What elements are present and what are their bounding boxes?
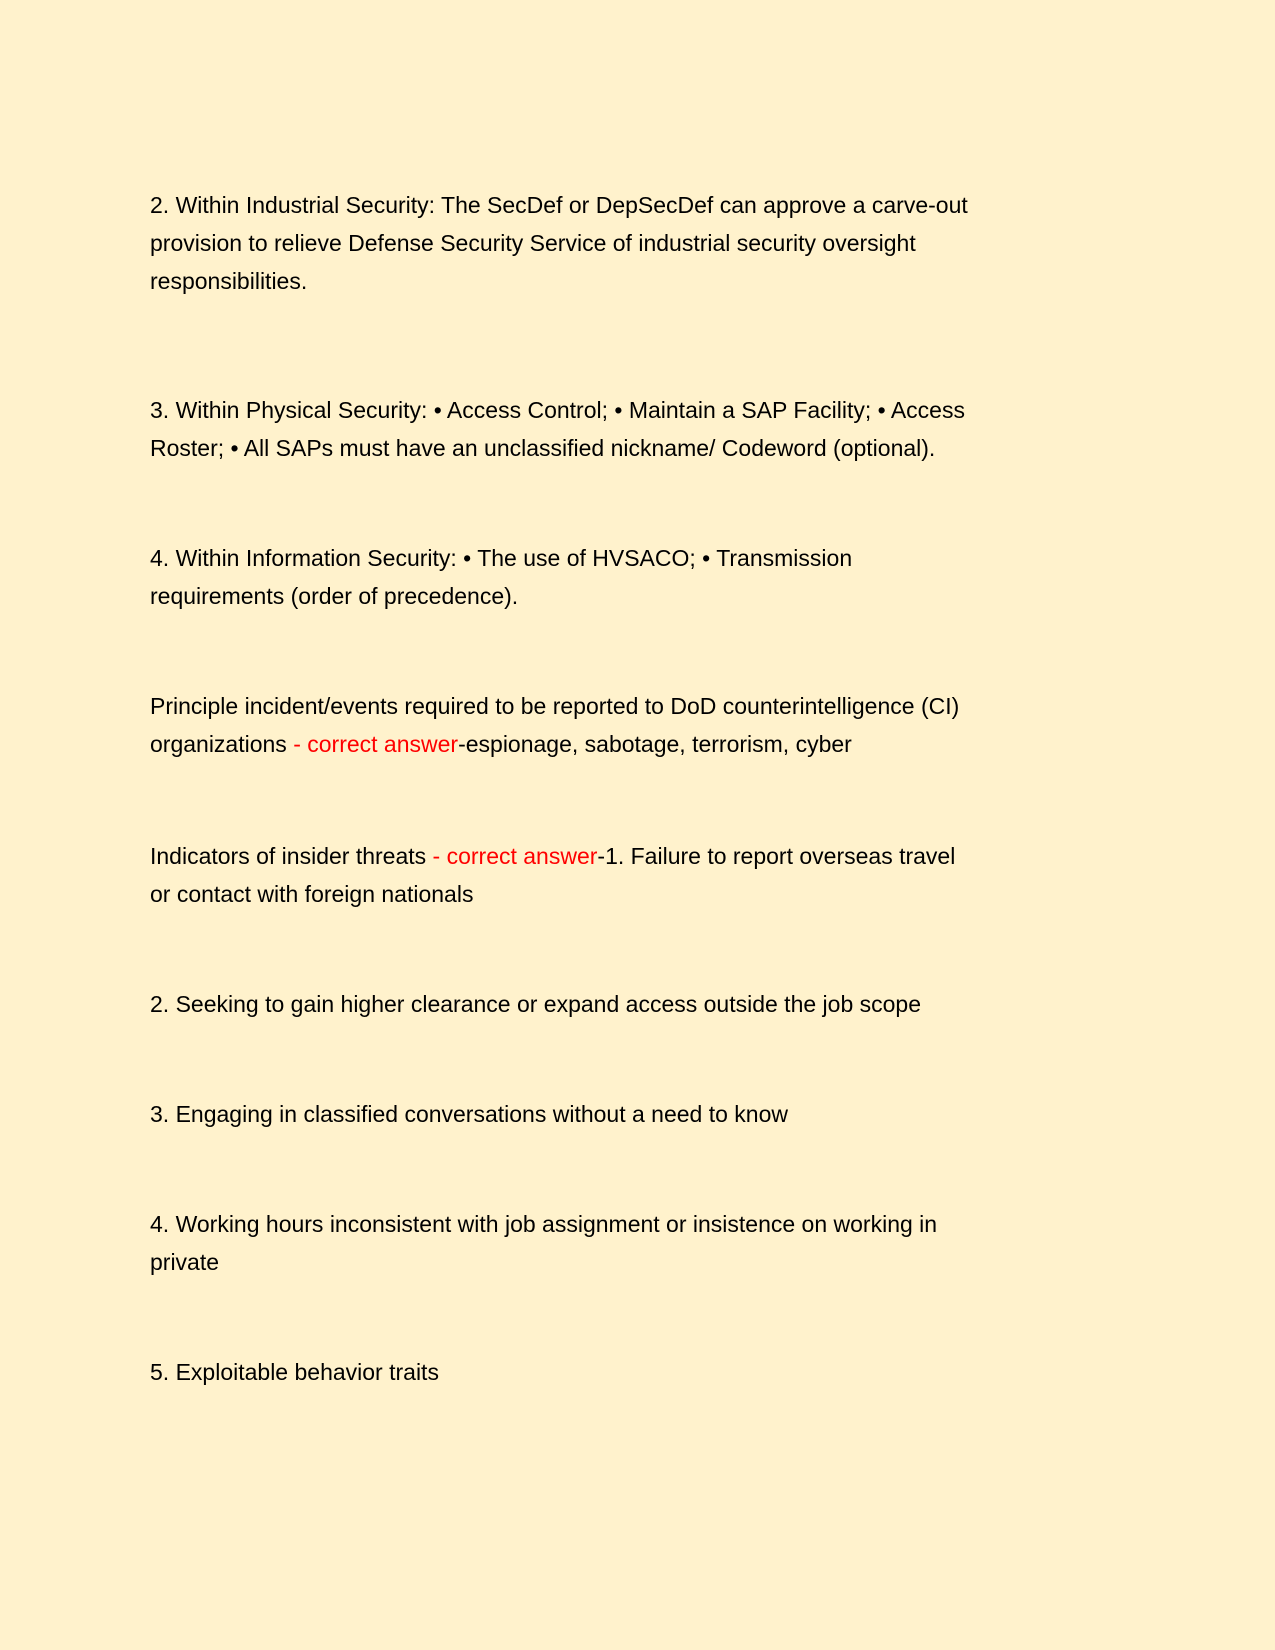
text-line: 2. Within Industrial Security: The SecDef or DepSecDef can approve a carve-out <box>150 192 968 218</box>
text-line <box>150 837 955 875</box>
correct-answer-marker: - correct answer <box>432 843 598 869</box>
text-line: requirements (order of precedence). <box>150 583 519 609</box>
text-line <box>150 725 959 763</box>
text-line: Principle incident/events required to be reported to DoD counterintelligence (CI) <box>150 693 960 719</box>
text-line: 2. Seeking to gain higher clearance or expand access outside the job scope <box>150 991 922 1017</box>
paragraph-item-4 <box>150 1205 937 1281</box>
question-end: organizations <box>150 731 294 757</box>
answer-text: -1. Failure to report overseas travel <box>597 843 956 869</box>
text-line: 4. Working hours inconsistent with job assignment or insistence on working in <box>150 1211 938 1237</box>
paragraph-item-3 <box>150 1095 788 1133</box>
correct-answer-marker: - correct answer <box>293 731 459 757</box>
text-line: or contact with foreign nationals <box>150 881 474 907</box>
text-line: Roster; • All SAPs must have an unclassified nickname/ Codeword (optional). <box>150 435 936 461</box>
text-line: 4. Within Information Security: • The use of HVSACO; • Transmission <box>150 545 853 571</box>
text-line: provision to relieve Defense Security Service of industrial security oversight <box>150 230 916 256</box>
text-line: private <box>150 1249 220 1275</box>
text-line: 3. Engaging in classified conversations without a need to know <box>150 1101 789 1127</box>
text-line: 5. Exploitable behavior traits <box>150 1359 439 1385</box>
text-line: 3. Within Physical Security: • Access Control; • Maintain a SAP Facility; • Access <box>150 397 965 423</box>
paragraph-physical-security <box>150 391 965 467</box>
question-text: Indicators of insider threats <box>150 843 433 869</box>
paragraph-information-security <box>150 539 852 615</box>
answer-text: -espionage, sabotage, terrorism, cyber <box>458 731 852 757</box>
paragraph-item-2 <box>150 985 921 1023</box>
paragraph-item-5 <box>150 1353 439 1391</box>
paragraph-industrial-security <box>150 186 968 300</box>
paragraph-ci-reporting <box>150 687 959 763</box>
paragraph-insider-threats <box>150 837 955 913</box>
text-line: responsibilities. <box>150 268 308 294</box>
